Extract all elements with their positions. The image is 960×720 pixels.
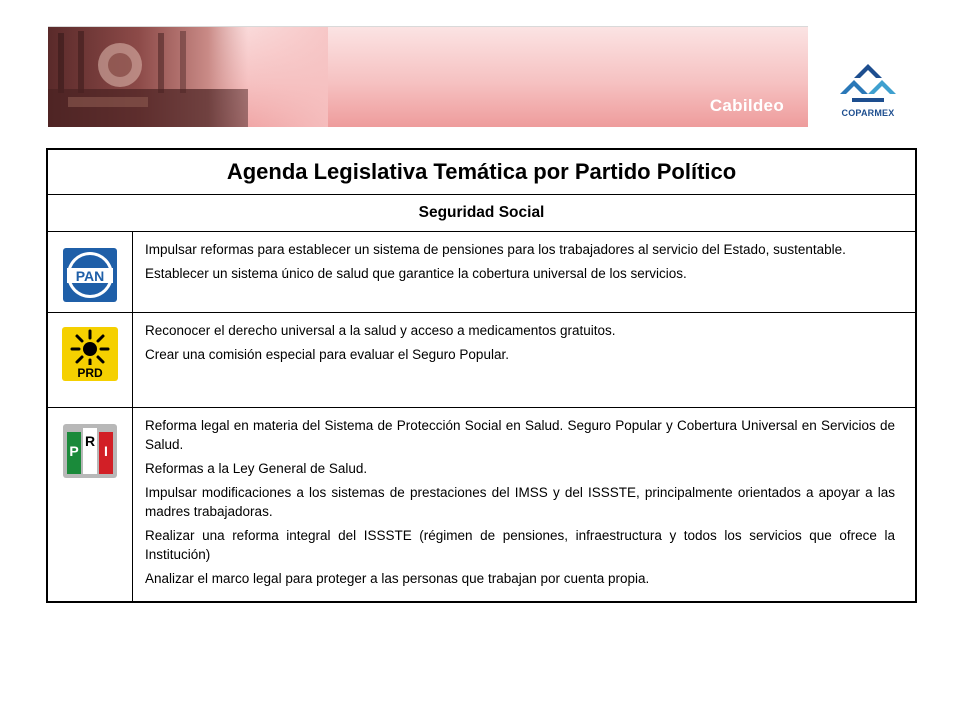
logo-cell [48, 232, 133, 312]
table-row-prd [48, 313, 915, 408]
pan-item: Impulsar reformas para establecer un sistema de pensiones para los trabajadores al servicio del Estado, sustentable. [145, 242, 846, 257]
pri-item: Reformas a la Ley General de Salud. [145, 461, 368, 476]
pri-item: Analizar el marco legal para proteger a las personas que trabajan por cuenta propia. [145, 571, 650, 586]
logo-cell [48, 408, 133, 601]
pri-agenda-text [133, 408, 915, 601]
prd-item: Reconocer el derecho universal a la salud y acceso a medicamentos gratuitos. [145, 323, 616, 338]
svg-text:P: P [69, 443, 79, 459]
table-title: Agenda Legislativa Temática por Partido Político [48, 150, 915, 195]
banner-label: Cabildeo [709, 96, 784, 115]
pri-item: Realizar una reforma integral del ISSSTE (régimen de pensiones, infraestructura y todos los servicios que ofrece la Institución) [145, 528, 895, 562]
agenda-table [46, 148, 917, 603]
svg-text:PRD: PRD [77, 366, 103, 380]
header-banner [48, 27, 808, 127]
table-row-pan [48, 232, 915, 313]
table-row-pri [48, 408, 915, 601]
coparmex-wordmark: COPARMEX [841, 108, 895, 118]
svg-text:PAN: PAN [75, 268, 105, 284]
prd-item: Crear una comisión especial para evaluar el Seguro Popular. [145, 347, 509, 362]
table-subtitle: Seguridad Social [48, 195, 915, 232]
logo-cell [48, 313, 133, 407]
pan-item: Establecer un sistema único de salud que garantice la cobertura universal de los servicios. [145, 266, 687, 281]
coparmex-mark-icon [832, 62, 904, 108]
pri-item: Reforma legal en materia del Sistema de Protección Social en Salud. Seguro Popular y Cobertura Universal en Servicios de Salud. [145, 418, 895, 452]
svg-text:I: I [104, 443, 108, 459]
pri-logo-icon [63, 424, 117, 478]
svg-text:R: R [84, 433, 96, 449]
coparmex-logo [832, 62, 904, 124]
prd-agenda-text [133, 313, 915, 407]
pri-item: Impulsar modificaciones a los sistemas de prestaciones del IMSS y del ISSSTE, principalmente orientados a apoyar a las madres trabajadoras. [145, 485, 895, 519]
pan-logo-icon [63, 248, 117, 302]
prd-logo-icon [62, 327, 118, 381]
banner-fade [208, 27, 328, 127]
pan-agenda-text [133, 232, 915, 312]
